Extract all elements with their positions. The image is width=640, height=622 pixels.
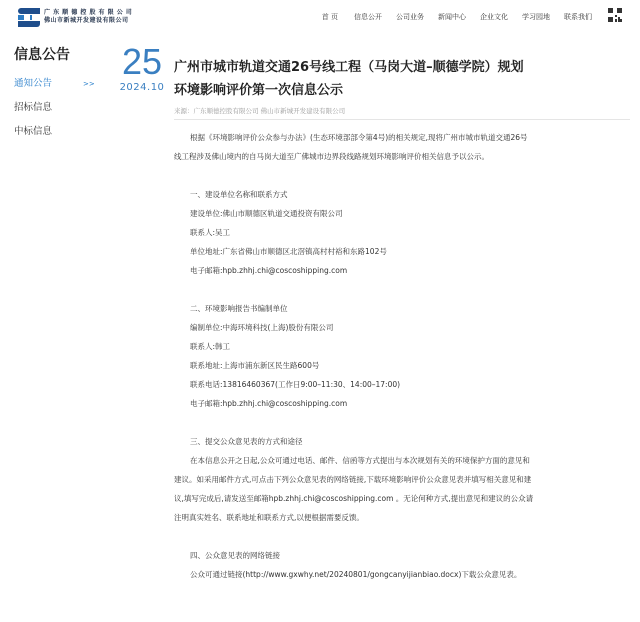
section-1-address: 单位地址:广东省佛山市顺德区北滘镇高村村裕和东路102号	[190, 247, 387, 256]
publish-year-month: 2024.10	[119, 82, 165, 93]
article-source: 来源：广东顺德控股有限公司 佛山市新城开发建设有限公司	[174, 107, 346, 115]
qr-code-icon[interactable]	[608, 8, 622, 22]
section-2-phone: 联系电话:13816460367(工作日9:00–11:30、14:00–17:00)	[190, 380, 401, 389]
article-body	[174, 128, 534, 584]
nav-news[interactable]: 新闻中心	[438, 13, 466, 21]
sidebar-item-label: 中标信息	[14, 126, 53, 137]
nav-info-disclosure[interactable]: 信息公开	[354, 13, 382, 21]
nav-home[interactable]: 首 页	[321, 13, 338, 21]
section-2-title: 二、环境影响报告书编制单位	[190, 304, 288, 313]
main-nav	[308, 12, 592, 22]
nav-culture[interactable]: 企业文化	[480, 13, 508, 21]
publish-date	[116, 42, 168, 93]
section-2-address: 联系地址:上海市浦东新区民生路600号	[190, 361, 320, 370]
section-4-title: 四、公众意见表的网络链接	[190, 551, 280, 560]
section-1-unit: 建设单位:佛山市顺德区轨道交通投资有限公司	[190, 209, 343, 218]
nav-learning[interactable]: 学习园地	[522, 13, 550, 21]
publish-day: 25	[121, 41, 163, 82]
intro-paragraph: 根据《环境影响评价公众参与办法》(生态环境部部令第4号)的相关规定,现将广州市城市轨道交通26号线工程涉及佛山境内的自马岗大道至广佛城市边界段线路规划环境影响评价相关信息予以公示。	[174, 133, 528, 161]
logo-line-2: 佛山市新城开发建设有限公司	[44, 17, 129, 24]
section-1-title: 一、建设单位名称和联系方式	[190, 190, 288, 199]
sidebar	[14, 44, 104, 144]
logo-mark-icon	[18, 6, 40, 28]
site-header	[0, 0, 640, 34]
sidebar-item-label: 招标信息	[14, 102, 53, 113]
logo-line-1: 广 东 顺 德 控 股 有 限 公 司	[44, 9, 133, 16]
section-2-email: 电子邮箱:hpb.zhhj.chi@coscoshipping.com	[190, 399, 348, 408]
section-3-title: 三、提交公众意见表的方式和途径	[190, 437, 303, 446]
article-title	[174, 56, 534, 102]
section-1-email: 电子邮箱:hpb.zhhj.chi@coscoshipping.com	[190, 266, 348, 275]
sidebar-item-awards[interactable]	[14, 120, 104, 144]
article-title-line-1: 广州市城市轨道交通26号线工程（马岗大道–顺德学院）规划	[174, 60, 524, 75]
sidebar-item-tenders[interactable]	[14, 96, 104, 120]
nav-business[interactable]: 公司业务	[396, 13, 424, 21]
sidebar-item-notices[interactable]	[14, 72, 104, 96]
active-arrow-icon: >>	[83, 80, 95, 88]
sidebar-title: 信息公告	[14, 47, 70, 63]
company-logo[interactable]	[18, 6, 132, 28]
section-2-unit: 编制单位:中海环境科技(上海)股份有限公司	[190, 323, 334, 332]
section-2-contact: 联系人:韩工	[190, 342, 231, 351]
section-3-text: 在本信息公开之日起,公众可通过电话、邮件、信函等方式提出与本次规划有关的环境保护方面的意见和建议。如采用邮件方式,可点击下列公众意见表的网络链接,下载环境影响评价公众意见表并填写相关意见和建议,填写完成后,请发送至邮箱hpb.zhhj.chi@coscoshipping.com 。无论何种方式,提出意见和建议的公众请注明真实姓名、联系地址和联系方式,以便根据需要反馈。	[174, 456, 534, 522]
title-divider	[174, 119, 630, 120]
nav-contact[interactable]: 联系我们	[564, 13, 592, 21]
article-title-line-2: 环境影响评价第一次信息公示	[174, 83, 344, 98]
section-4-text[interactable]: 公众可通过链接(http://www.gxwhy.net/20240801/gongcanyijianbiao.docx)下载公众意见表。	[190, 570, 522, 579]
section-1-contact: 联系人:吴工	[190, 228, 231, 237]
sidebar-item-label: 通知公告	[14, 78, 53, 89]
